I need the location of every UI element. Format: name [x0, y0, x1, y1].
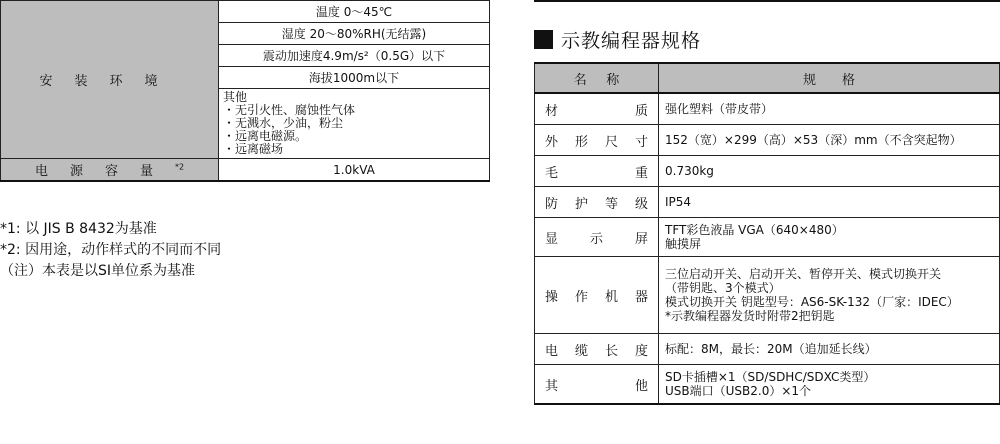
spec-name-char: 屏 [634, 231, 648, 247]
power-capacity-value: 1.0kVA [219, 159, 490, 182]
spec-name [535, 156, 659, 187]
spec-value [659, 93, 1000, 125]
spec-name-char: 长 [604, 343, 618, 359]
title-square-icon [534, 30, 553, 49]
spec-name-char: 器 [634, 289, 648, 305]
spec-name-char: 示 [589, 231, 603, 247]
spec-name-char: 作 [574, 289, 588, 305]
spec-row [535, 218, 1000, 257]
section-title-text: 示教编程器规格 [561, 30, 702, 52]
spec-name [535, 365, 659, 405]
spec-name [535, 187, 659, 218]
spec-name [535, 218, 659, 257]
spec-value-line: （带钥匙、3个模式） [665, 281, 781, 295]
spec-name-char: 材 [545, 103, 559, 119]
temperature-value: 温度 0～45℃ [219, 1, 490, 23]
spec-name-char: 重 [634, 165, 648, 181]
spec-row [535, 156, 1000, 187]
spec-row [535, 334, 1000, 365]
spec-name-char: 寸 [634, 134, 648, 150]
spec-value-line: 触摸屏 [665, 237, 702, 251]
other-line: ・远离电磁源。 [223, 129, 308, 143]
installation-spec-table [0, 0, 490, 182]
spec-name-char: 防 [545, 196, 559, 212]
spec-value-line: 模式切换开关 钥匙型号：AS6-SK-132（厂家：IDEC） [665, 295, 959, 309]
spec-row [535, 257, 1000, 334]
spec-name-char: 外 [545, 134, 559, 150]
other-line: 其他 [223, 90, 248, 104]
spec-row [535, 187, 1000, 218]
install-env-label: 安装环境 [1, 1, 219, 159]
spec-value-line: USB端口（USB2.0）×1个 [665, 384, 812, 398]
spec-value [659, 365, 1000, 405]
spec-value-line: 三位启动开关、启动开关、暂停开关、模式切换开关 [665, 267, 942, 281]
section-title [534, 26, 701, 53]
spec-value [659, 218, 1000, 257]
altitude-value: 海拔1000m以下 [219, 67, 490, 89]
spec-value-line: 强化塑料（带皮带） [665, 102, 774, 116]
spec-value [659, 187, 1000, 218]
spec-name-char: 等 [604, 196, 618, 212]
spec-value [659, 257, 1000, 334]
spec-name-char: 护 [574, 196, 588, 212]
vibration-value: 震动加速度4.9m/s²（0.5G）以下 [219, 45, 490, 67]
spec-name [535, 93, 659, 125]
other-line: ・无引火性、腐蚀性气体 [223, 103, 356, 117]
spec-value-line: 标配：8M，最长：20M（追加延长线） [665, 342, 877, 356]
spec-name-char: 质 [634, 103, 648, 119]
spec-name-char: 其 [545, 378, 559, 394]
footnote-1: *1: 以 JIS B 8432为基准 [0, 221, 157, 237]
footnote-2: *2: 因用途，动作样式的不同而不同 [0, 242, 222, 258]
footnotes [0, 219, 221, 282]
spec-name-char: 电 [545, 343, 559, 359]
spec-row [535, 365, 1000, 405]
spec-value-line: 0.730kg [665, 164, 714, 178]
spec-value [659, 156, 1000, 187]
header-name: 名 称 [535, 63, 659, 93]
humidity-value: 湿度 20～80%RH(无结露) [219, 23, 490, 45]
spec-name [535, 334, 659, 365]
spec-name-char: 形 [574, 134, 588, 150]
spec-value-line: *示教编程器发货时附带2把钥匙 [665, 309, 835, 323]
spec-value [659, 334, 1000, 365]
spec-name-char: 缆 [574, 343, 588, 359]
spec-value [659, 125, 1000, 156]
spec-name [535, 257, 659, 334]
spec-name [535, 125, 659, 156]
other-conditions [219, 89, 490, 159]
header-spec: 规 格 [659, 63, 1000, 93]
top-table-border [534, 0, 1000, 2]
spec-name-char: 度 [634, 343, 648, 359]
spec-name-char: 级 [634, 196, 648, 212]
spec-name-char: 毛 [545, 165, 559, 181]
spec-value-line: TFT彩色液晶 VGA（640×480） [665, 223, 844, 237]
spec-name-char: 他 [634, 378, 648, 394]
spec-name-char: 显 [545, 231, 559, 247]
power-capacity-label: 电源容量$^{*2}$ [1, 159, 219, 182]
spec-value-line: SD卡插槽×1（SD/SDHC/SDXC类型） [665, 370, 876, 384]
teach-pendant-spec-table [534, 62, 1000, 405]
spec-row [535, 93, 1000, 125]
spec-row [535, 125, 1000, 156]
spec-value-line: IP54 [665, 195, 692, 209]
spec-name-char: 尺 [604, 134, 618, 150]
spec-name-char: 操 [545, 289, 559, 305]
other-line: ・远离磁场 [223, 142, 284, 156]
spec-name-char: 机 [604, 289, 618, 305]
spec-value-line: 152（宽）×299（高）×53（深）mm（不含突起物） [665, 133, 962, 147]
footnote-3: （注）本表是以SI单位系为基准 [0, 263, 196, 279]
footnote-marker: *2 [174, 162, 185, 172]
other-line: ・无溅水，少油，粉尘 [223, 116, 344, 130]
